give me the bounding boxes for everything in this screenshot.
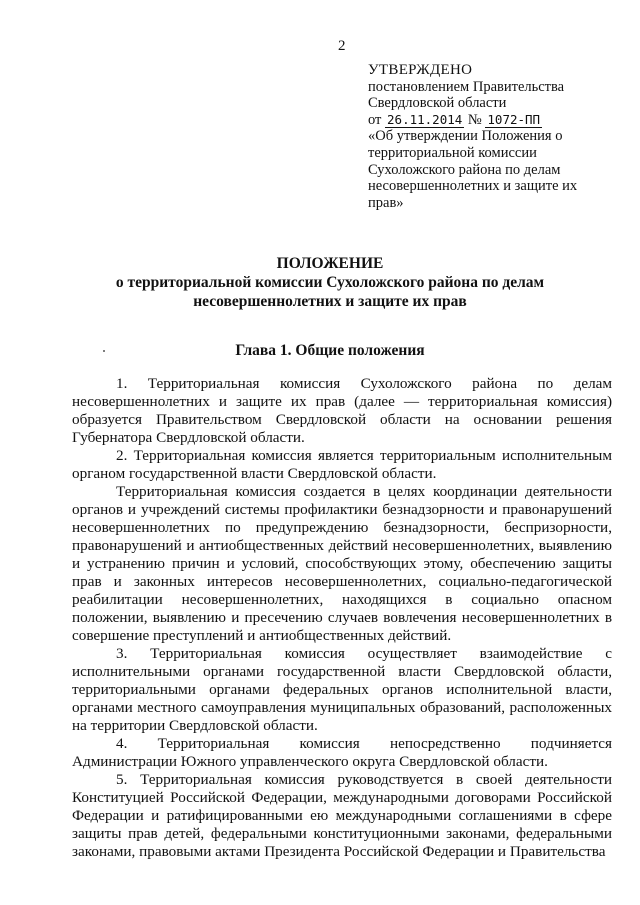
chapter-heading: Глава 1. Общие положения (235, 342, 425, 359)
approval-date: 26.11.2014 (387, 111, 463, 127)
title-subtitle: несовершеннолетних и защите их прав (193, 293, 467, 310)
approval-number: 1072-ПП (487, 111, 541, 127)
paragraph: 5. Территориальная комиссия руководствуется в своей деятельности Конституцией Российской Федерации, международными договорами Российской Федерации и ратифицированными ею международными соглашениями в сфере защиты прав детей, федеральными конституционными законами, федеральными законами, правовыми актами Президента Российской Федерации и Правительства (72, 771, 612, 860)
approval-heading: УТВЕРЖДЕНО (368, 62, 473, 78)
number-prefix: № (467, 111, 482, 128)
paragraph: 4. Территориальная комиссия непосредственно подчиняется Администрации Южного управленческого округа Свердловской области. (72, 735, 612, 770)
document-title (60, 254, 600, 311)
approval-line: прав» (368, 194, 404, 211)
approval-line: территориальной комиссии (368, 144, 537, 161)
title-subtitle: о территориальной комиссии Сухоложского района по делам (115, 274, 545, 291)
approval-line: «Об утверждении Положения о (368, 128, 563, 145)
approval-line: постановлением Правительства (368, 78, 565, 95)
approval-line: Сухоложского района по делам (368, 161, 561, 178)
approval-line: Свердловской области (368, 95, 507, 112)
paragraph: 1. Территориальная комиссия Сухоложского района по делам несовершеннолетних и защите их прав (далее — территориальная комиссия) образуется Правительством Свердловской области на основании решения Губернатора Свердловской области. (72, 375, 612, 446)
approval-stamp (368, 62, 618, 211)
document-body (72, 375, 612, 861)
paragraph: Территориальная комиссия создается в целях координации деятельности органов и учреждений системы профилактики безнадзорности и правонарушений несовершеннолетних по предупреждению безнадзорности, беспризорности, правонарушений и антиобщественных действий несовершеннолетних, выявлению и устранению причин и условий, способствующих этому, обеспечению защиты прав и законных интересов несовершеннолетних, социально-педагогической реабилитации несовершеннолетних, находящихся в социально опасном положении, выявлению и пресечению случаев вовлечения несовершеннолетних в совершение преступлений и антиобщественных действий. (72, 483, 612, 644)
approval-date-line (368, 112, 618, 129)
date-prefix: от (368, 111, 382, 128)
paragraph: 3. Территориальная комиссия осуществляет взаимодействие с исполнительными органами государственной власти Свердловской области, территориальными органами федеральных органов исполнительной власти, органами местного самоуправления муниципальных образований, расположенных на территории Свердловской области. (72, 645, 612, 734)
page-number: 2 (338, 38, 346, 54)
approval-line: несовершеннолетних и защите их (368, 178, 578, 195)
title-main: ПОЛОЖЕНИЕ (276, 255, 384, 272)
paragraph: 2. Территориальная комиссия является территориальным исполнительным органом государственной власти Свердловской области. (72, 447, 612, 482)
